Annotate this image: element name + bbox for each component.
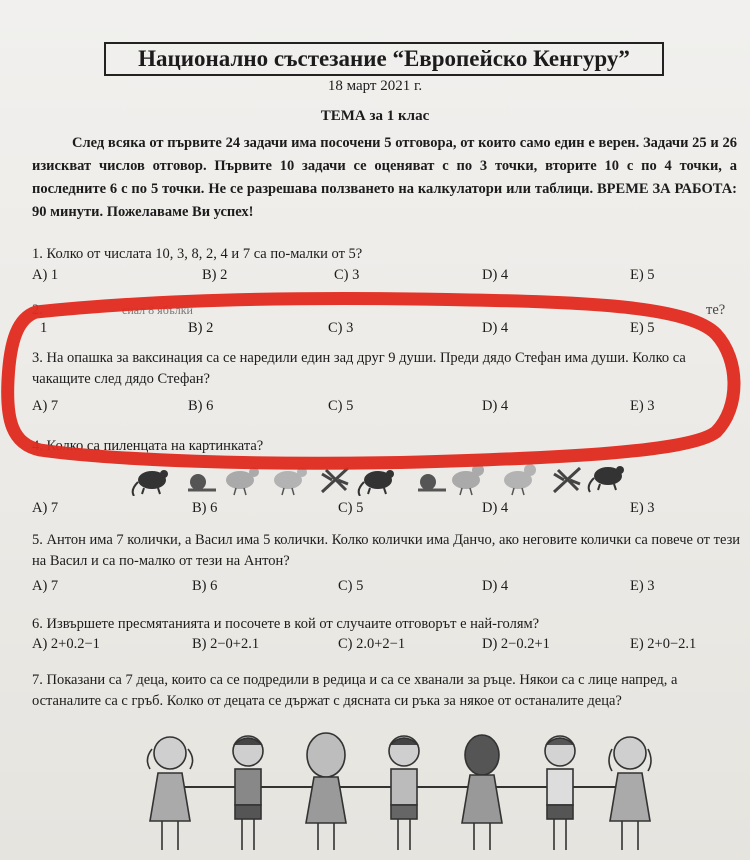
question-6-text: 6. Извършете пресмятанията и посочете в кой от случаите отговорът е най-голям? (32, 616, 540, 632)
option-a: 1 (40, 320, 48, 336)
option-a: А) 7 (32, 500, 59, 516)
question-5-text: 5. Антон има 7 колички, а Васил има 5 колички. Колко колички има Данчо, ако неговите колички са повече от тези на Васил и са по-малко от тези на Антон? (32, 532, 741, 569)
lizard-icon (322, 468, 348, 492)
snail-icon (188, 474, 216, 490)
option-c: С) 3 (334, 267, 360, 283)
exam-theme: ТЕМА за 1 клас (320, 108, 430, 124)
question-3 (32, 348, 742, 390)
chick-icon (504, 464, 536, 495)
child-boy-icon (233, 736, 263, 850)
question-4 (32, 436, 742, 457)
child-girl-icon (147, 737, 192, 850)
option-b: В) 2 (202, 267, 228, 283)
child-boy-icon (389, 736, 419, 850)
option-a: А) 7 (32, 578, 59, 594)
question-1-options (32, 267, 742, 287)
question-4-text: 4. Колко са пиленцата на картинката? (32, 438, 264, 454)
question-1 (32, 244, 742, 265)
option-b: В) 2 (188, 320, 214, 336)
option-a: А) 7 (32, 398, 59, 414)
question-2-number: 2. (32, 302, 43, 318)
instructions: След всяка от първите 24 задачи има посочени 5 отговора, от които само един е верен. Задачи 25 и 26 изискват числов отговор. Първите 10 задачи се оценяват с по 3 точки, вторите 10 с по 4 точки, а последните 6 с по 5 точки. Не се разрешава ползването на калкулатори или таблици. ВРЕМЕ ЗА РАБОТА: 90 минути. Пожелаваме Ви успех! (32, 135, 737, 220)
question-2-fragment: сиал 8 ябълки (122, 303, 193, 317)
question-2-end: те? (706, 302, 726, 318)
question-3-text: 3. На опашка за ваксинация са се наредили един зад друг 9 души. Преди дядо Стефан има души. Колко са чакащите след дядо Стефан? (32, 350, 686, 387)
question-6-options (32, 636, 742, 656)
option-d: D) 4 (482, 267, 509, 283)
option-d: D) 4 (482, 320, 509, 336)
option-c: С) 5 (338, 500, 364, 516)
child-boy-icon (545, 736, 575, 850)
option-b: В) 2−0+2.1 (192, 636, 260, 652)
option-b: В) 6 (188, 398, 214, 414)
lizard-icon (554, 468, 580, 492)
option-e: Е) 2+0−2.1 (630, 636, 697, 652)
option-e: Е) 5 (630, 320, 655, 336)
option-c: С) 5 (338, 578, 364, 594)
option-c: С) 5 (328, 398, 354, 414)
page-title: Национално състезание “Европейско Кенгуру” (104, 42, 664, 76)
option-d: D) 4 (482, 578, 509, 594)
snail-icon (418, 474, 446, 490)
question-3-options (32, 398, 742, 418)
child-girl-icon (306, 733, 346, 850)
mouse-icon (589, 466, 624, 492)
option-b: В) 6 (192, 500, 218, 516)
child-girl-icon (462, 735, 502, 850)
question-7 (32, 670, 742, 712)
option-a: А) 2+0.2−1 (32, 636, 100, 652)
question-2-options (32, 320, 742, 340)
option-d: D) 4 (482, 398, 509, 414)
option-e: Е) 3 (630, 578, 655, 594)
exam-date: 18 март 2021 г. (327, 78, 423, 94)
chick-icon (274, 467, 307, 495)
children-picture (130, 725, 670, 860)
question-6 (32, 614, 742, 635)
option-c: С) 2.0+2−1 (338, 636, 406, 652)
question-5-options (32, 578, 742, 598)
mouse-icon (359, 470, 394, 496)
chick-icon (452, 464, 484, 495)
animals-picture (130, 458, 650, 496)
question-4-options (32, 500, 742, 520)
option-b: В) 6 (192, 578, 218, 594)
option-d: D) 4 (482, 500, 509, 516)
mouse-icon (133, 470, 168, 496)
option-a: А) 1 (32, 267, 59, 283)
option-e: Е) 3 (630, 398, 655, 414)
question-1-text: 1. Колко от числата 10, 3, 8, 2, 4 и 7 са по-малки от 5? (32, 246, 363, 262)
chick-icon (226, 467, 259, 495)
option-c: С) 3 (328, 320, 354, 336)
child-girl-icon (609, 737, 651, 850)
option-e: Е) 5 (630, 267, 655, 283)
question-5 (32, 530, 742, 572)
option-d: D) 2−0.2+1 (482, 636, 550, 652)
option-e: Е) 3 (630, 500, 655, 516)
question-7-text: 7. Показани са 7 деца, които са се подредили в редица и са се хванали за ръце. Някои са с лице напред, а останалите са с гръб. Колко от децата се държат с дясната си ръка за някое от останалите деца? (32, 672, 678, 709)
